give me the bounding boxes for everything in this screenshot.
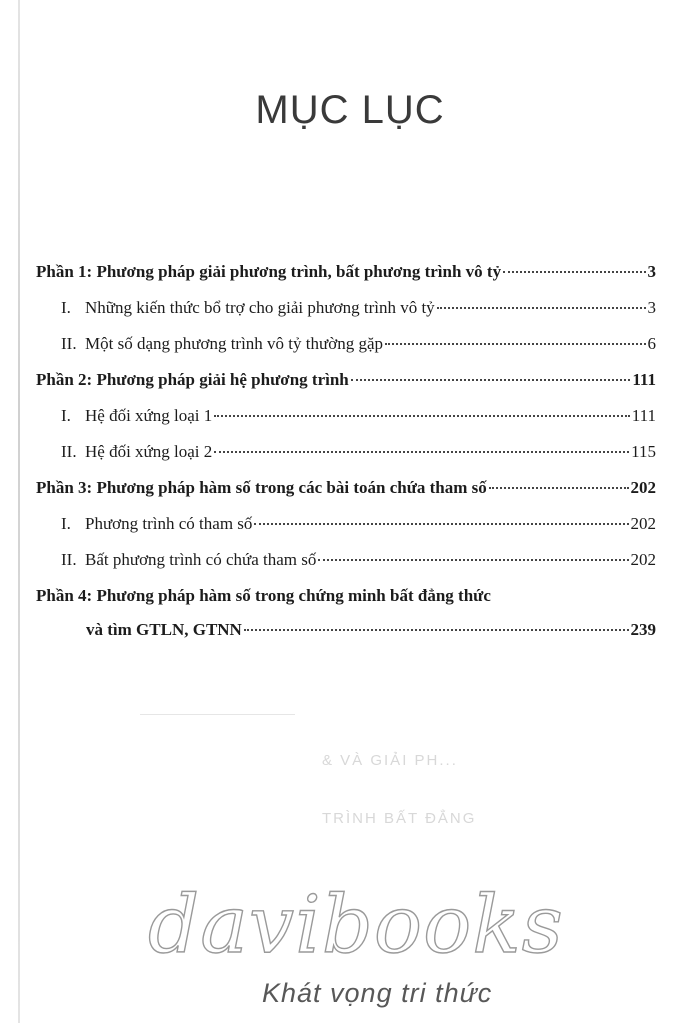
toc-part-2-section-2[interactable]	[36, 442, 656, 478]
toc-part-4[interactable]	[36, 586, 656, 620]
dot-leader	[254, 523, 628, 525]
toc-page-number: 239	[630, 620, 656, 639]
toc-label: Hệ đối xứng loại 2	[85, 442, 213, 461]
toc-section-number: II.	[61, 334, 77, 353]
toc-part-1-section-2[interactable]	[36, 334, 656, 370]
dot-leader	[318, 559, 628, 561]
toc-page-number: 3	[647, 262, 656, 281]
toc-page-number: 202	[630, 514, 656, 533]
toc-part-3-section-1[interactable]	[36, 514, 656, 550]
toc-page-number: 111	[631, 406, 656, 425]
table-of-contents	[36, 262, 656, 656]
bleed-through-rule	[140, 714, 295, 715]
toc-label: Phương trình có tham số	[85, 514, 253, 533]
toc-section-number: II.	[61, 550, 77, 569]
toc-section-number: I.	[61, 406, 71, 425]
dot-leader	[214, 415, 629, 417]
toc-label: Phần 2: Phương pháp giải hệ phương trình	[36, 370, 349, 389]
dot-leader	[244, 629, 629, 631]
toc-page-number: 111	[632, 370, 656, 389]
dot-leader	[489, 487, 629, 489]
toc-part-3-section-2[interactable]	[36, 550, 656, 586]
page-edge	[18, 0, 20, 1023]
toc-page-number: 202	[630, 478, 656, 497]
bleed-through-text: & VÀ GIẢI PH...	[322, 752, 458, 769]
toc-label: Những kiến thức bổ trợ cho giải phương trình vô tỷ	[85, 298, 435, 317]
toc-page-number: 3	[647, 298, 656, 317]
toc-section-number: II.	[61, 442, 77, 461]
dot-leader	[385, 343, 645, 345]
toc-part-1[interactable]	[36, 262, 656, 298]
toc-part-2[interactable]	[36, 370, 656, 406]
toc-page-number: 115	[631, 442, 656, 461]
dot-leader	[351, 379, 631, 381]
toc-section-number: I.	[61, 298, 71, 317]
dot-leader	[214, 451, 629, 453]
dot-leader	[503, 271, 645, 273]
toc-label: Bất phương trình có chứa tham số	[85, 550, 317, 569]
toc-part-4-continued[interactable]	[36, 620, 656, 656]
toc-label: Một số dạng phương trình vô tỷ thường gặp	[85, 334, 384, 353]
toc-label-continued: và tìm GTLN, GTNN	[86, 620, 242, 639]
toc-part-2-section-1[interactable]	[36, 406, 656, 442]
toc-label: Phần 1: Phương pháp giải phương trình, bất phương trình vô tỷ	[36, 262, 502, 281]
watermark-tagline: Khát vọng tri thức	[262, 978, 493, 1008]
toc-label: Phần 3: Phương pháp hàm số trong các bài toán chứa tham số	[36, 478, 487, 497]
toc-page-number: 6	[647, 334, 656, 353]
toc-label: Phần 4: Phương pháp hàm số trong chứng minh bất đẳng thức	[36, 586, 491, 605]
toc-section-number: I.	[61, 514, 71, 533]
toc-part-3[interactable]	[36, 478, 656, 514]
toc-label: Hệ đối xứng loại 1	[85, 406, 213, 425]
dot-leader	[437, 307, 646, 309]
bleed-through-text: TRÌNH BẤT ĐẲNG	[322, 810, 477, 827]
toc-part-1-section-1[interactable]	[36, 298, 656, 334]
toc-page-number: 202	[630, 550, 656, 569]
watermark-brand: davibooks	[148, 878, 564, 971]
page-title: MỤC LỤC	[255, 88, 445, 132]
